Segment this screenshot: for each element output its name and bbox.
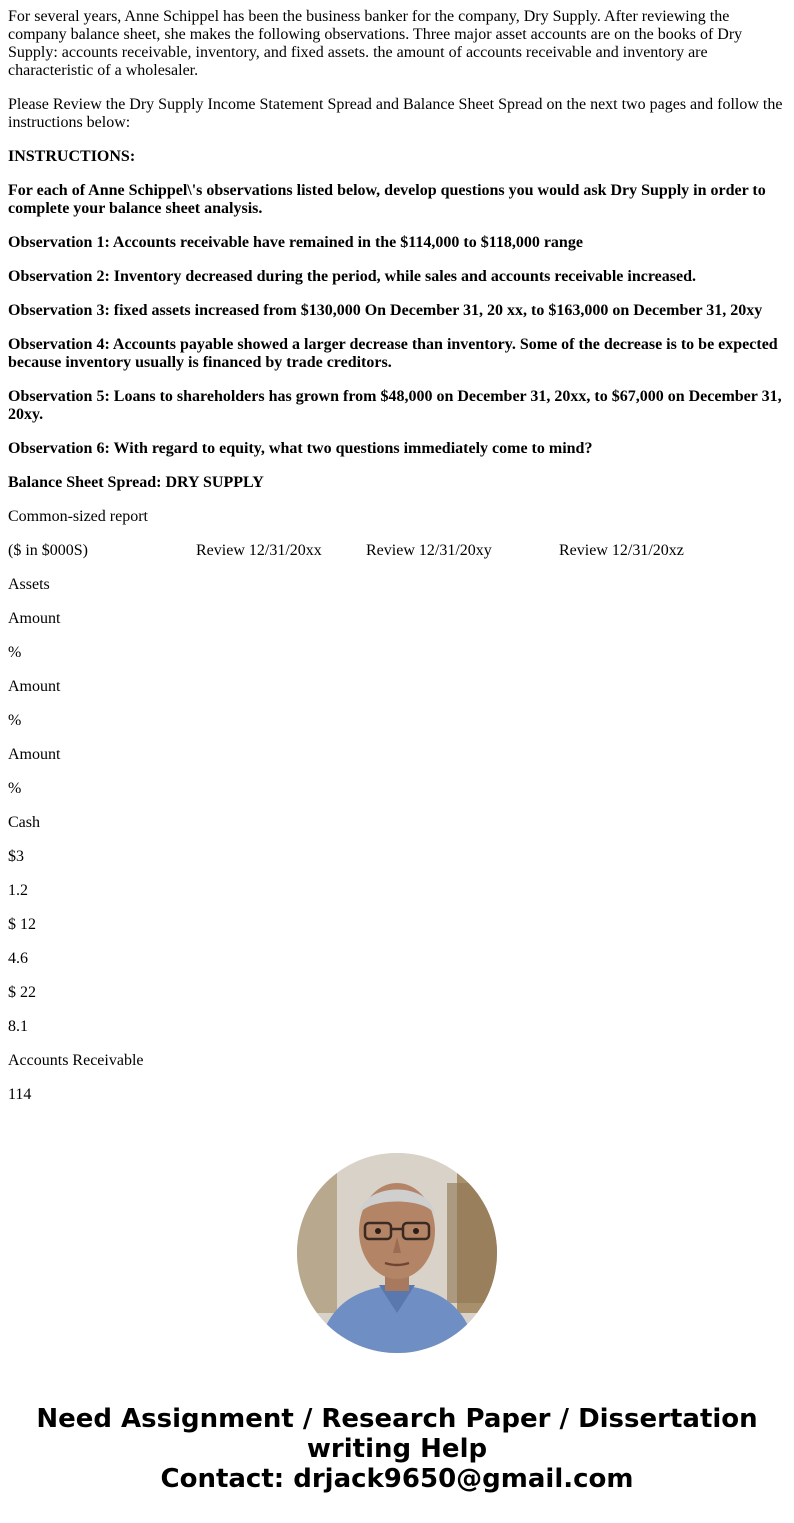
column-header-20xz: Review 12/31/20xz xyxy=(559,542,684,559)
cell-percent-header: % xyxy=(8,712,22,729)
column-header-20xy: Review 12/31/20xy xyxy=(366,542,492,559)
promo-banner xyxy=(0,1404,794,1494)
observation-5: Observation 5: Loans to shareholders has grown from $48,000 on December 31, 20xx, to $67,000 on December 31, 20xy. xyxy=(8,388,782,423)
cell-cash-label: Cash xyxy=(8,814,40,831)
cell-cash-percent-20xy: 4.6 xyxy=(8,950,28,967)
cell-cash-amount-20xy: $ 12 xyxy=(8,916,36,933)
observation-4: Observation 4: Accounts payable showed a larger decrease than inventory. Some of the decrease is to be expected because inventory usually is financed by trade creditors. xyxy=(8,336,778,371)
cell-amount-header: Amount xyxy=(8,610,61,627)
cell-cash-amount-20xx: $3 xyxy=(8,848,24,865)
cell-cash-percent-20xz: 8.1 xyxy=(8,1018,28,1035)
document-body xyxy=(8,8,786,1120)
tutor-avatar xyxy=(297,1153,497,1353)
wall-panel-left xyxy=(297,1163,337,1313)
balance-sheet-header-row xyxy=(8,542,786,560)
observation-3: Observation 3: fixed assets increased from $130,000 On December 31, 20 xx, to $163,000 on December 31, 20xy xyxy=(8,302,763,319)
cell-accounts-receivable-label: Accounts Receivable xyxy=(8,1052,144,1069)
instructions-text: For each of Anne Schippel\'s observations listed below, develop questions you would ask Dry Supply in order to complete your balance sheet analysis. xyxy=(8,182,766,217)
cell-amount-header: Amount xyxy=(8,746,61,763)
right-eye xyxy=(413,1228,419,1234)
observation-6: Observation 6: With regard to equity, what two questions immediately come to mind? xyxy=(8,440,593,457)
promo-contact-line: Contact: drjack9650@gmail.com xyxy=(160,1464,634,1494)
balance-sheet-title: Balance Sheet Spread: DRY SUPPLY xyxy=(8,474,264,491)
cell-percent-header: % xyxy=(8,780,22,797)
cell-assets-label: Assets xyxy=(8,576,50,593)
observation-2: Observation 2: Inventory decreased during the period, while sales and accounts receivable increased. xyxy=(8,268,696,285)
review-paragraph: Please Review the Dry Supply Income Statement Spread and Balance Sheet Spread on the next two pages and follow the instructions below: xyxy=(8,96,783,131)
observation-1: Observation 1: Accounts receivable have remained in the $114,000 to $118,000 range xyxy=(8,234,583,251)
promo-line-1: Need Assignment / Research Paper / Dissertation xyxy=(36,1404,758,1434)
cell-cash-percent-20xx: 1.2 xyxy=(8,882,28,899)
intro-paragraph: For several years, Anne Schippel has been the business banker for the company, Dry Supply. After reviewing the company balance sheet, she makes the following observations. Three major asset accounts are on the books of Dry Supply: accounts receivable, inventory, and fixed assets. the amount of accounts receivable and inventory are characteristic of a wholesaler. xyxy=(8,8,743,79)
balance-sheet-subtitle: Common-sized report xyxy=(8,508,148,525)
left-eye xyxy=(375,1228,381,1234)
cell-amount-header: Amount xyxy=(8,678,61,695)
carved-door xyxy=(447,1183,497,1303)
cell-cash-amount-20xz: $ 22 xyxy=(8,984,36,1001)
column-header-20xx: Review 12/31/20xx xyxy=(196,542,322,559)
promo-line-2: writing Help xyxy=(306,1434,488,1464)
units-label: ($ in $000S) xyxy=(8,542,88,559)
cell-percent-header: % xyxy=(8,644,22,661)
tutor-portrait-illustration xyxy=(297,1153,497,1353)
instructions-heading: INSTRUCTIONS: xyxy=(8,148,136,165)
cell-accounts-receivable-amount-20xx: 114 xyxy=(8,1086,32,1103)
